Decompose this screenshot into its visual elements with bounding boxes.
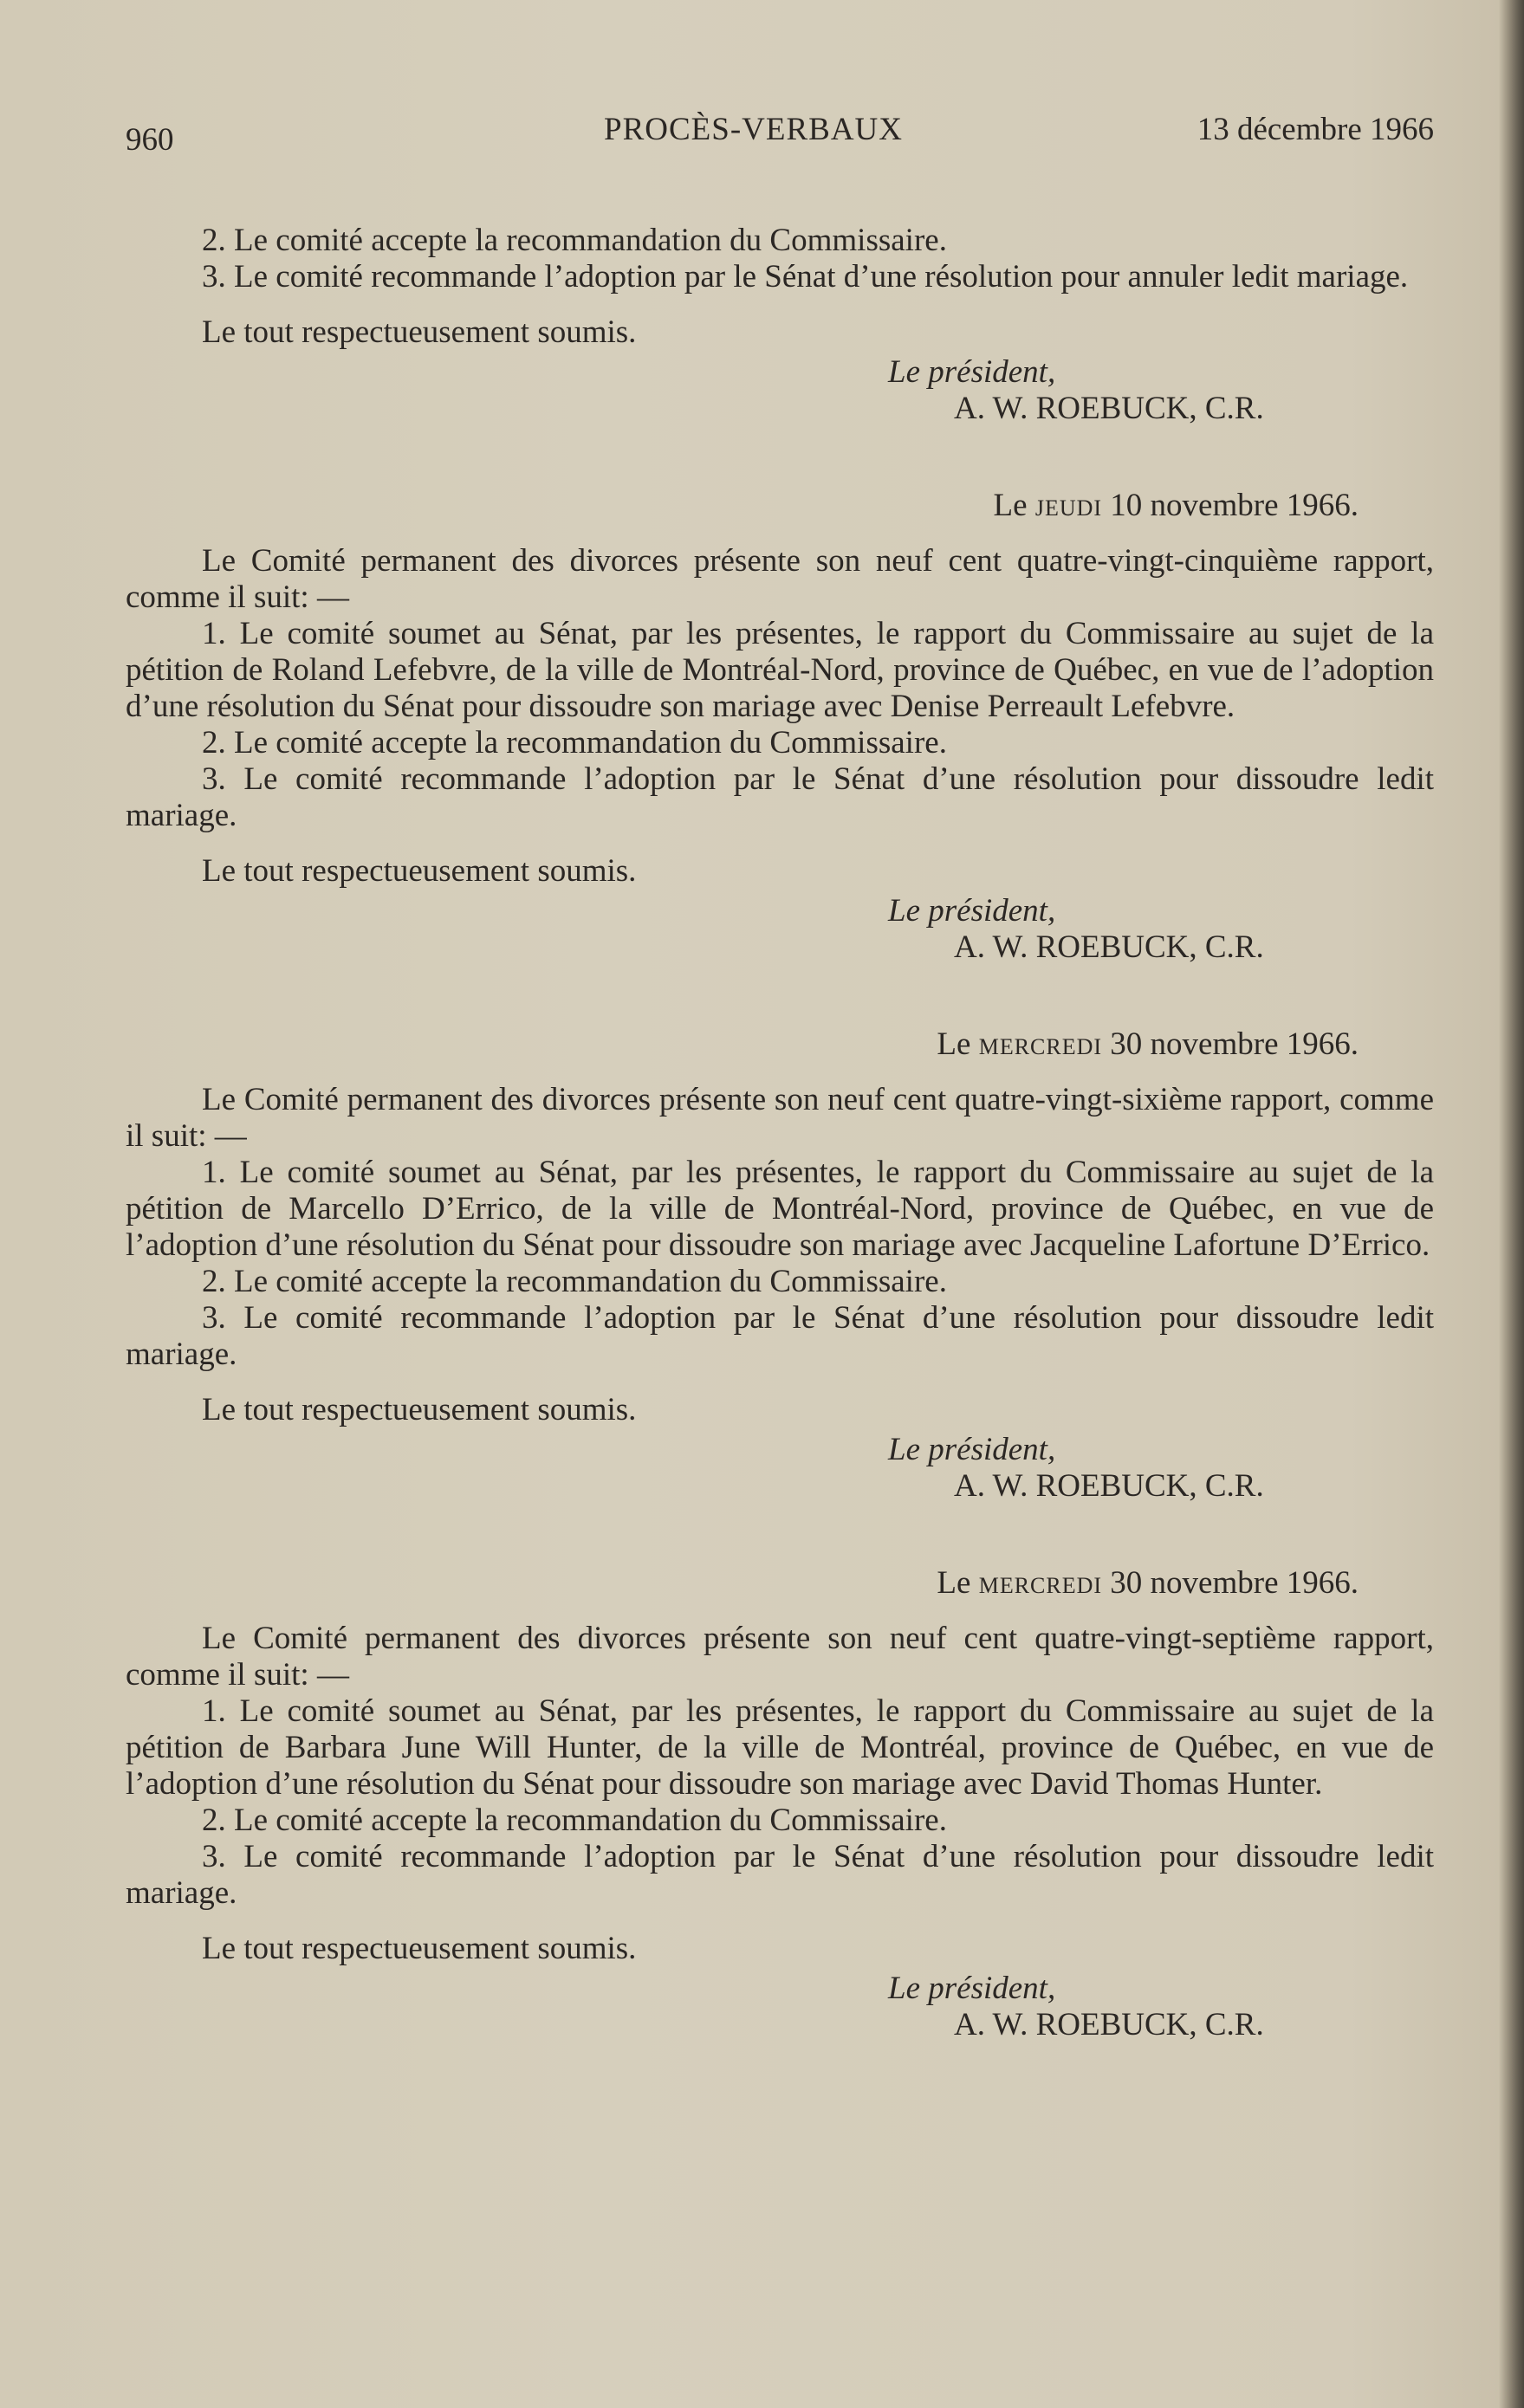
report-date: Le mercredi 30 novembre 1966. — [937, 1565, 1359, 1601]
page-edge — [1499, 0, 1524, 2408]
signature-name: A. W. ROEBUCK, C.R. — [954, 391, 1264, 426]
intro-report-end — [126, 223, 1434, 427]
signature-role: Le président, — [888, 893, 1056, 929]
report-day: jeudi — [1034, 488, 1103, 523]
item-3: 3. Le comité recommande l’adoption par le Sénat d’une résolution pour annuler ledit mariage. — [202, 259, 1409, 295]
closing-line: Le tout respectueusement soumis. — [202, 314, 637, 350]
signature-name: A. W. ROEBUCK, C.R. — [954, 1468, 1264, 1504]
item-3: 3. Le comité recommande l’adoption par le Sénat d’une résolution pour dissoudre ledit mariage. — [126, 1300, 1434, 1372]
signature-role: Le président, — [888, 1432, 1056, 1467]
item-2: 2. Le comité accepte la recommandation du Commissaire. — [202, 725, 947, 761]
report-985 — [126, 488, 1434, 966]
report-day: mercredi — [978, 1565, 1103, 1601]
page-number: 960 — [126, 122, 174, 158]
item-1: 1. Le comité soumet au Sénat, par les présentes, le rapport du Commissaire au sujet de la pétition de Barbara June Will Hunter, de la ville de Montréal, province de Québec, en vue de l’adoption d’une résolution du Sénat pour dissoudre son mariage avec David Thomas Hunter. — [126, 1693, 1434, 1802]
closing-line: Le tout respectueusement soumis. — [202, 1392, 637, 1427]
report-987 — [126, 1565, 1434, 2043]
running-title: PROCÈS-VERBAUX — [604, 112, 903, 147]
document-body — [126, 223, 1434, 2043]
item-2: 2. Le comité accepte la recommandation du Commissaire. — [202, 1803, 947, 1838]
report-date: Le mercredi 30 novembre 1966. — [937, 1026, 1359, 1062]
report-intro: Le Comité permanent des divorces présente son neuf cent quatre-vingt-cinquième rapport, comme il suit: — — [126, 543, 1434, 615]
signature-role: Le président, — [888, 354, 1056, 390]
item-3: 3. Le comité recommande l’adoption par le Sénat d’une résolution pour dissoudre ledit mariage. — [126, 1839, 1434, 1911]
report-intro: Le Comité permanent des divorces présente son neuf cent quatre-vingt-sixième rapport, comme il suit: — — [126, 1082, 1434, 1154]
closing-line: Le tout respectueusement soumis. — [202, 853, 637, 889]
report-intro: Le Comité permanent des divorces présente son neuf cent quatre-vingt-septième rapport, comme il suit: — — [126, 1621, 1434, 1693]
header-date: 13 décembre 1966 — [1197, 112, 1434, 147]
report-date: Le jeudi 10 novembre 1966. — [993, 488, 1359, 523]
item-2: 2. Le comité accepte la recommandation du Commissaire. — [202, 1264, 947, 1299]
item-2: 2. Le comité accepte la recommandation du Commissaire. — [202, 223, 947, 258]
page-header — [126, 111, 1434, 158]
report-986 — [126, 1026, 1434, 1505]
report-day: mercredi — [978, 1026, 1103, 1062]
signature-name: A. W. ROEBUCK, C.R. — [954, 929, 1264, 965]
item-1: 1. Le comité soumet au Sénat, par les présentes, le rapport du Commissaire au sujet de la pétition de Marcello D’Errico, de la ville de Montréal-Nord, province de Québec, en vue de l’adoption d’une résolution du Sénat pour dissoudre son mariage avec Jacqueline Lafortune D’Errico. — [126, 1155, 1434, 1263]
signature-role: Le président, — [888, 1971, 1056, 2006]
signature-name: A. W. ROEBUCK, C.R. — [954, 2007, 1264, 2042]
item-3: 3. Le comité recommande l’adoption par le Sénat d’une résolution pour dissoudre ledit mariage. — [126, 761, 1434, 833]
closing-line: Le tout respectueusement soumis. — [202, 1931, 637, 1966]
item-1: 1. Le comité soumet au Sénat, par les présentes, le rapport du Commissaire au sujet de la pétition de Roland Lefebvre, de la ville de Montréal-Nord, province de Québec, en vue de l’adoption d’une résolution du Sénat pour dissoudre son mariage avec Denise Perreault Lefebvre. — [126, 616, 1434, 724]
